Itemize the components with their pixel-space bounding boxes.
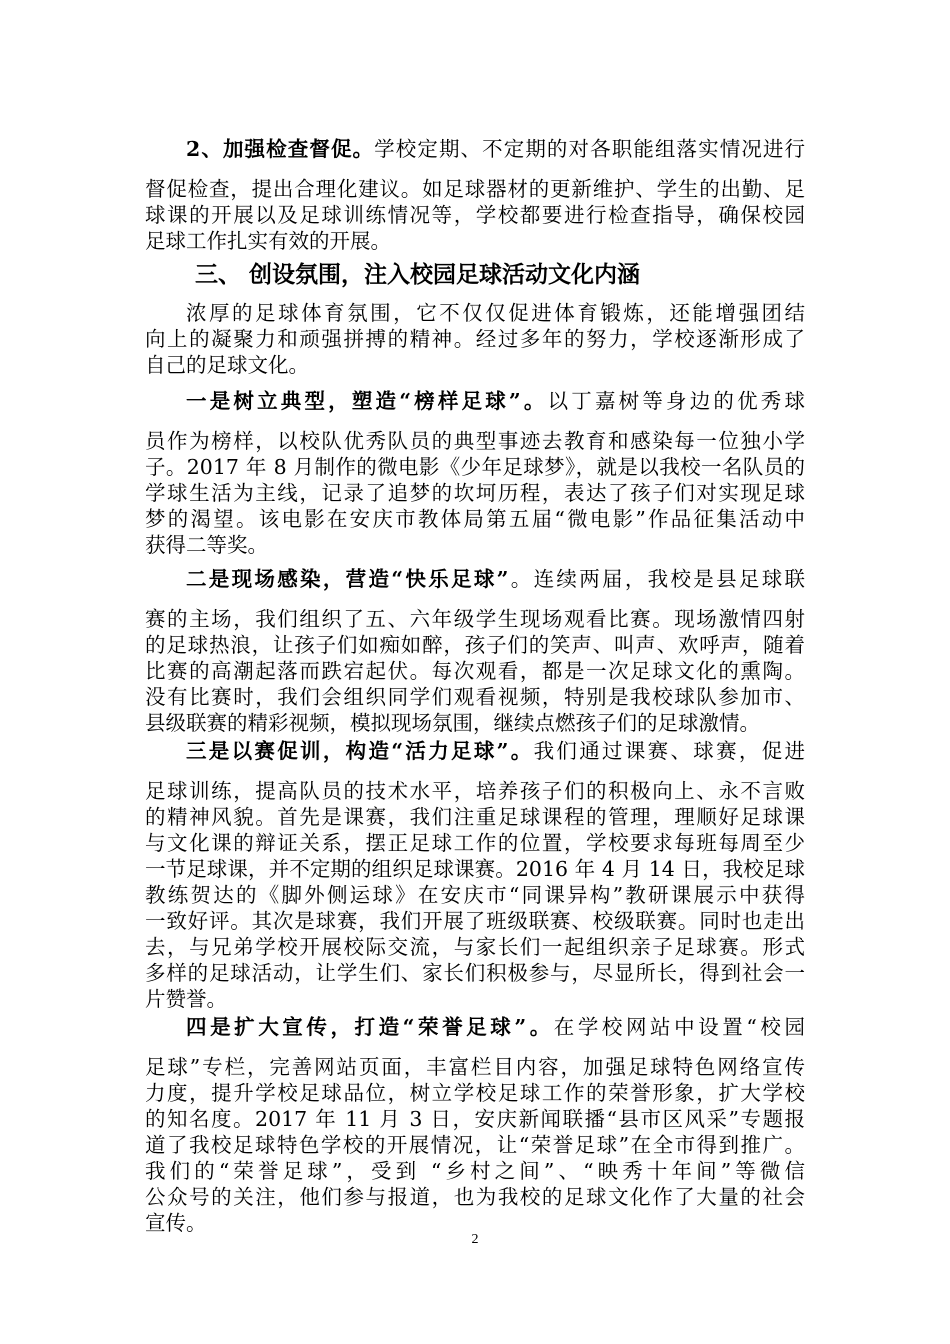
- paragraph-line: 督促检查，提出合理化建议。如足球器材的更新维护、学生的出勤、足: [145, 177, 805, 201]
- paragraph-line: 的精神风貌。首先是课赛，我们注重足球课程的管理，理顺好足球课: [145, 805, 805, 829]
- paragraph-line: 梦的渴望。该电影在安庆市教体局第五届“微电影”作品征集活动中: [145, 507, 805, 531]
- paragraph-line: 一是树立典型，塑造“榜样足球”。以丁嘉树等身边的优秀球: [186, 389, 805, 413]
- paragraph-line: 我们的“荣誉足球”，受到 “乡村之间”、“映秀十年间”等微信: [145, 1159, 805, 1183]
- paragraph-line: 与文化课的辩证关系，摆正足球工作的位置，学校要求每班每周至少: [145, 831, 805, 855]
- paragraph-line: 的知名度。2017 年 11 月 3 日，安庆新闻联播“县市区风采”专题报: [145, 1107, 805, 1131]
- paragraph-line: 公众号的关注，他们参与报道，也为我校的足球文化作了大量的社会: [145, 1185, 805, 1209]
- paragraph-line: 赛的主场，我们组织了五、六年级学生现场观看比赛。现场激情四射: [145, 607, 805, 631]
- paragraph-line: 片赞誉。: [145, 987, 227, 1011]
- paragraph-line: 县级联赛的精彩视频，模拟现场氛围，继续点燃孩子们的足球激情。: [145, 711, 760, 735]
- paragraph-line: 道了我校足球特色学校的开展情况，让“荣誉足球”在全市得到推广。: [145, 1133, 805, 1157]
- paragraph-line: 学球生活为主线，记录了追梦的坎坷历程，表达了孩子们对实现足球: [145, 481, 805, 505]
- paragraph-line: 一节足球课，并不定期的组织足球课赛。2016 年 4 月 14 日，我校足球: [145, 857, 805, 881]
- paragraph-line: 子。2017 年 8 月制作的微电影《少年足球梦》，就是以我校一名队员的: [145, 455, 805, 479]
- paragraph-line: 力度，提升学校足球品位，树立学校足球工作的荣誉形象，扩大学校: [145, 1081, 805, 1105]
- paragraph-line: 浓厚的足球体育氛围，它不仅仅促进体育锻炼，还能增强团结: [186, 301, 805, 325]
- paragraph-line: 球课的开展以及足球训练情况等，学校都要进行检查指导，确保校园: [145, 203, 805, 227]
- paragraph-line: 员作为榜样，以校队优秀队员的典型事迹去教育和感染每一位独小学: [145, 429, 805, 453]
- paragraph-lead: 四是扩大宣传，打造“荣誉足球”。: [186, 1015, 554, 1039]
- paragraph-line: 的足球热浪，让孩子们如痴如醉，孩子们的笑声、叫声、欢呼声，随着: [145, 633, 805, 657]
- paragraph-line: 三是以赛促训，构造“活力足球”。我们通过课赛、球赛，促进: [186, 739, 806, 763]
- paragraph-line: 2、加强检查督促。学校定期、不定期的对各职能组落实情况进行: [186, 137, 806, 161]
- paragraph-line: 去，与兄弟学校开展校际交流，与家长们一起组织亲子足球赛。形式: [145, 935, 805, 959]
- paragraph-lead: 二是现场感染，营造“快乐足球”: [186, 567, 509, 591]
- paragraph-line: 向上的凝聚力和顽强拼搏的精神。经过多年的努力，学校逐渐形成了: [145, 327, 805, 351]
- paragraph-line: 宣传。: [145, 1211, 207, 1235]
- paragraph-line: 没有比赛时，我们会组织同学们观看视频，特别是我校球队参加市、: [145, 685, 805, 709]
- page-number: 2: [471, 1232, 479, 1247]
- paragraph-line: 多样的足球活动，让学生们、家长们积极参与，尽显所长，得到社会一: [145, 961, 805, 985]
- paragraph-line: 四是扩大宣传，打造“荣誉足球”。在学校网站中设置“校园: [186, 1015, 805, 1039]
- paragraph-line: 一致好评。其次是球赛，我们开展了班级联赛、校级联赛。同时也走出: [145, 909, 805, 933]
- paragraph-line: 教练贺达的《脚外侧运球》在安庆市“同课异构”教研课展示中获得: [145, 883, 805, 907]
- paragraph-lead: 2、加强检查督促。: [186, 137, 375, 161]
- paragraph-line: 足球训练，提高队员的技术水平，培养孩子们的积极向上、永不言败: [145, 779, 805, 803]
- paragraph-line: 自己的足球文化。: [145, 353, 309, 377]
- paragraph-line: 足球工作扎实有效的开展。: [145, 229, 391, 253]
- paragraph-lead: 一是树立典型，塑造“榜样足球”。: [186, 389, 548, 413]
- paragraph-lead: 三是以赛促训，构造“活力足球”。: [186, 739, 534, 763]
- paragraph-line: 比赛的高潮起落而跌宕起伏。每次观看，都是一次足球文化的熏陶。: [145, 659, 805, 683]
- paragraph-line: 足球”专栏，完善网站页面，丰富栏目内容，加强足球特色网络宣传: [145, 1055, 805, 1079]
- section-heading: 三、 创设氛围，注入校园足球活动文化内涵: [195, 262, 641, 288]
- paragraph-line: 二是现场感染，营造“快乐足球”。连续两届，我校是县足球联: [186, 567, 805, 591]
- paragraph-line: 获得二等奖。: [145, 533, 268, 557]
